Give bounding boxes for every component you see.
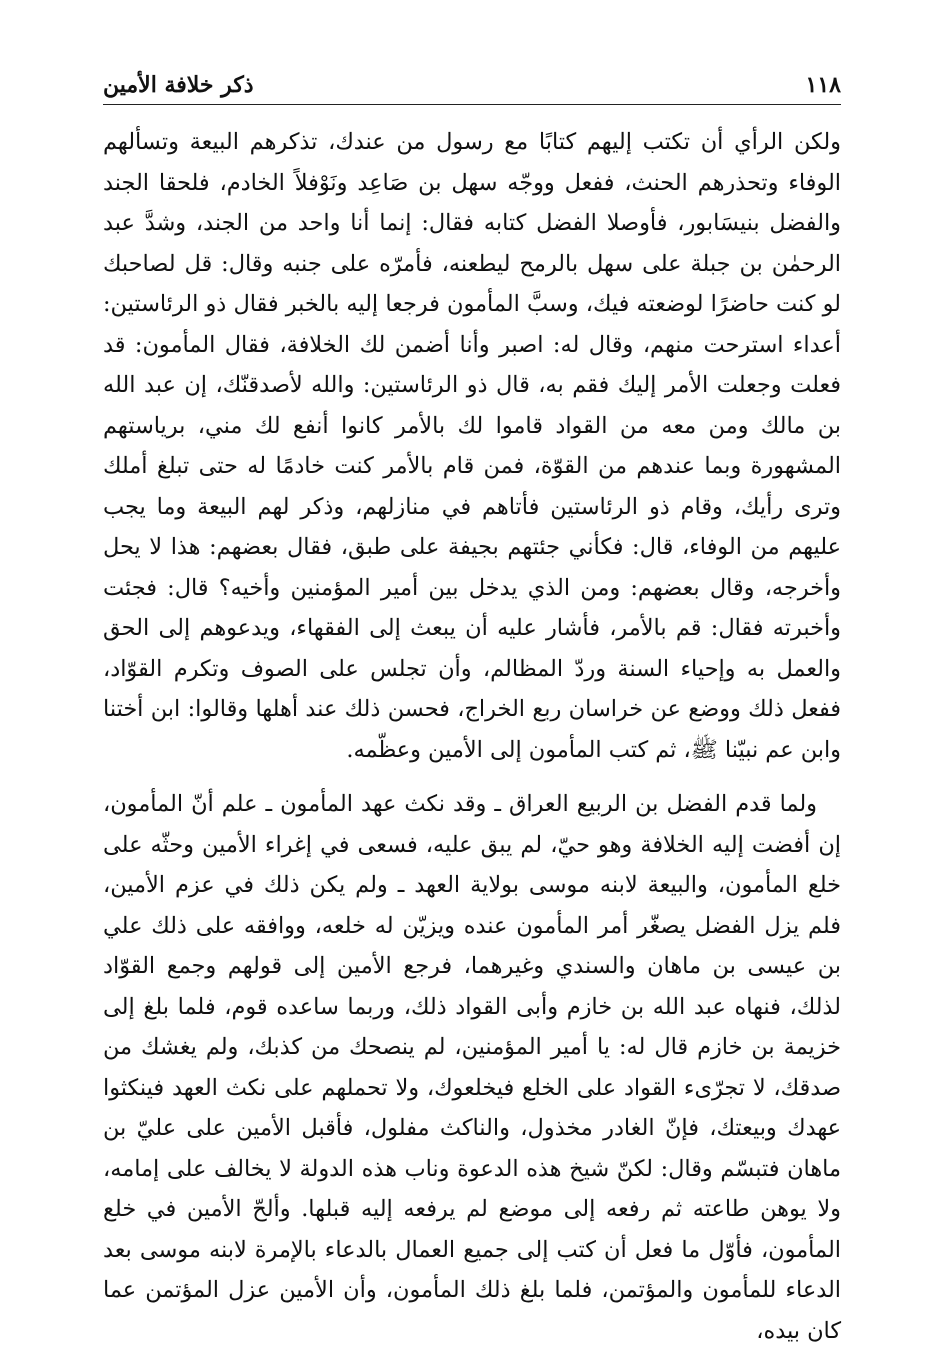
paragraph-continuation: ولكن الرأي أن تكتب إليهم كتابًا مع رسول من عندك، تذكرهم البيعة وتسألهم الوفاء وتحذرهم الحنث، ففعل ووجّه سهل بن صَاعِد ونَوْفلاً الخادم، فلحقا الجند والفضل بنيسَابور، فأوصلا الفضل كتابه فقال: إنما أنا واحد من الجند، وشدَّ عبد الرحمٰن بن جبلة على سهل بالرمح ليطعنه، فأمرّه على جنبه وقال: قل لصاحبك لو كنت حاضرًا لوضعته فيك، وسبَّ المأمون فرجعا إليه بالخبر فقال ذو الرئاستين: أعداء استرحت منهم، وقال له: اصبر وأنا أضمن لك الخلافة، فقال المأمون: قد فعلت وجعلت الأمر إليك فقم به، قال ذو الرئاستين: والله لأصدقنّك، إن عبد الله بن مالك ومن معه من القواد قاموا لك بالأمر كانوا أنفع لك مني، برياستهم المشهورة وبما عندهم من القوّة، فمن قام بالأمر كنت خادمًا له حتى تبلغ أملك وترى رأيك، وقام ذو الرئاستين فأتاهم في منازلهم، وذكر لهم البيعة وما يجب عليهم من الوفاء، قال: فكأني جئتهم بجيفة على طبق، فقال بعضهم: هذا لا يحل وأخرجه، وقال بعضهم: ومن الذي يدخل بين أمير المؤمنين وأخيه؟ قال: فجئت وأخبرته فقال: قم بالأمر، فأشار عليه أن يبعث إلى الفقهاء، ويدعوهم إلى الحق والعمل به وإحياء السنة وردّ المظالم، وأن تجلس على الصوف وتكرم القوّاد، ففعل ذلك ووضع عن خراسان ربع الخراج، فحسن ذلك عند أهلها وقالوا: ابن أختنا وابن عم نبيّنا ﷺ، ثم كتب المأمون إلى الأمين وعظّمه.	[103, 129, 841, 763]
page-number: ١١٨	[805, 72, 841, 98]
header-rule	[103, 104, 841, 105]
body-text	[103, 122, 841, 1351]
paragraph-fadl-ibn-rabi: ولما قدم الفضل بن الربيع العراق ـ وقد نكث عهد المأمون ـ علم أنّ المأمون، إن أفضت إليه الخلافة وهو حيّ، لم يبق عليه، فسعى في إغراء الأمين وحثّه على خلع المأمون، والبيعة لابنه موسى بولاية العهد ـ ولم يكن ذلك في عزم الأمين، فلم يزل الفضل يصغّر أمر المأمون عنده ويزيّن له خلعه، ووافقه على ذلك علي بن عيسى بن ماهان والسندي وغيرهما، فرجع الأمين إلى قولهم وجمع القوّاد لذلك، فنهاه عبد الله بن خازم وأبى القواد ذلك، وربما ساعده قوم، فلما بلغ إلى خزيمة بن خازم قال له: يا أمير المؤمنين، لم ينصحك من كذبك، ولم يغشك من صدقك، لا تجرّىء القواد على الخلع فيخلعوك، ولا تحملهم على نكث العهد فينكثوا عهدك وبيعتك، فإنّ الغادر مخذول، والناكث مفلول، فأقبل الأمين على عليّ بن ماهان فتبسّم وقال: لكنّ شيخ هذه الدعوة وناب هذه الدولة لا يخالف على إمامه، ولا يوهن طاعته ثم رفعه إلى موضع لم يرفعه إليه قبلها. وألحّ الأمين في خلع المأمون، فأوّل ما فعل أن كتب إلى جميع العمال بالدعاء بالإمرة لابنه موسى بعد الدعاء للمأمون والمؤتمن، فلما بلغ ذلك المأمون، وأن الأمين عزل المؤتمن عما كان بيده،	[103, 791, 841, 1344]
running-title: ذكر خلافة الأمين	[103, 72, 254, 98]
running-header	[103, 68, 841, 102]
